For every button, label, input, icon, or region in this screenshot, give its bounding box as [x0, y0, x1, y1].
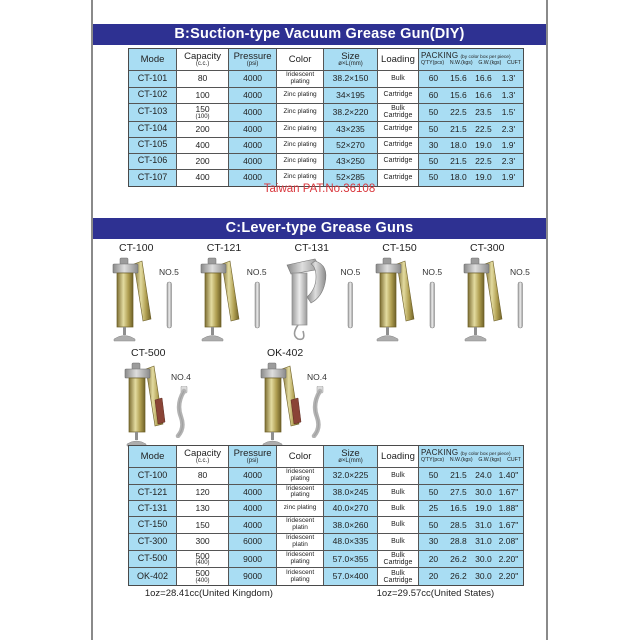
accessory-label: NO.5 — [510, 267, 530, 277]
cell-packing: 20 26.2 30.0 2.20" — [419, 568, 523, 585]
products-grid-row-1 — [99, 242, 546, 348]
packing-subheader: Q'TY(pcs) — [420, 457, 445, 464]
cell-mode: CT-300 — [129, 534, 177, 551]
cell-mode: CT-103 — [129, 104, 177, 122]
cell-capacity: 80 — [177, 468, 229, 485]
product-ct-121 — [193, 242, 277, 348]
cell-packing: 50 22.5 23.5 1.5' — [419, 104, 523, 122]
cell-mode: CT-101 — [129, 71, 177, 88]
grease-gun-illustration — [456, 255, 508, 348]
cell-pressure: 4000 — [229, 154, 277, 170]
cell-color: Zinc plating — [277, 104, 324, 122]
product-label: CT-150 — [382, 242, 417, 254]
cell-color: Zinc plating — [277, 154, 324, 170]
cell-capacity: 150 (100) — [177, 104, 229, 122]
cell-loading: Bulk Cartridge — [378, 104, 419, 122]
cell-capacity: 120 — [177, 485, 229, 502]
column-header-color: Color — [277, 446, 324, 468]
product-ct-150 — [368, 242, 452, 348]
cell-capacity: 500 (400) — [177, 551, 229, 569]
packing-subheader: G.W.(kgs) — [478, 60, 502, 67]
column-header-capacity: Capacity (c.c.) — [177, 49, 229, 71]
product-ct-131 — [281, 242, 365, 348]
column-header-capacity: Capacity (c.c.) — [177, 446, 229, 468]
column-header-pressure: Pressure (psi) — [229, 446, 277, 468]
grease-gun-illustration — [253, 360, 305, 453]
product-label: CT-100 — [119, 242, 154, 254]
cell-color: Zinc plating — [277, 88, 324, 104]
cell-capacity: 200 — [177, 154, 229, 170]
patent-note: Taiwan PAT.No.36108 — [263, 183, 376, 195]
packing-subheader: N.W.(kgs) — [449, 457, 473, 464]
cell-packing: 60 15.6 16.6 1.3' — [419, 71, 523, 88]
cell-pressure: 4000 — [229, 71, 277, 88]
cell-loading: Cartridge — [378, 138, 419, 154]
cell-color: zinc plating — [277, 501, 324, 517]
cell-size: 38.2×150 — [324, 71, 378, 88]
grease-gun-illustration — [117, 360, 169, 453]
section-b-title: B:Suction-type Vacuum Grease Gun(DIY) — [174, 26, 465, 42]
cell-packing: 60 15.6 16.6 1.3' — [419, 88, 523, 104]
cell-loading: Bulk — [378, 485, 419, 502]
rod-illustration — [515, 281, 525, 334]
cell-color: Iridescent plating — [277, 468, 324, 485]
table-row — [129, 71, 523, 88]
cell-color: Iridescent plating — [277, 568, 324, 585]
cell-pressure: 6000 — [229, 534, 277, 551]
grease-gun-illustration — [368, 255, 420, 348]
packing-subheader: CUFT — [507, 457, 521, 464]
cell-capacity: 500 (400) — [177, 568, 229, 585]
column-header-mode: Mode — [129, 446, 177, 468]
packing-subheader: G.W.(kgs) — [478, 457, 502, 464]
column-header-packing: PACKING (by color box per piece) Q'TY(pcs) N.W.(kgs) G.W.(kgs) CUFT — [419, 49, 523, 71]
column-header-packing: PACKING (by color box per piece) Q'TY(pcs) N.W.(kgs) G.W.(kgs) CUFT — [419, 446, 523, 468]
cell-capacity: 100 — [177, 88, 229, 104]
cell-mode: CT-150 — [129, 517, 177, 534]
cell-mode: CT-106 — [129, 154, 177, 170]
cell-packing: 50 21.5 22.5 2.3' — [419, 154, 523, 170]
rod-illustration — [345, 281, 355, 334]
product-ct-100 — [105, 242, 189, 348]
column-header-color: Color — [277, 49, 324, 71]
cell-packing: 30 18.0 19.0 1.9' — [419, 138, 523, 154]
product-label: CT-131 — [294, 242, 329, 254]
cell-capacity: 300 — [177, 534, 229, 551]
cell-size: 57.0×400 — [324, 568, 378, 585]
grease-gun-illustration — [193, 255, 245, 348]
product-ok-402 — [253, 347, 337, 453]
product-label: CT-500 — [131, 347, 166, 359]
cell-mode: CT-104 — [129, 122, 177, 138]
cell-loading: Cartridge — [378, 170, 419, 186]
cell-pressure: 4000 — [229, 468, 277, 485]
cell-color: Iridescent plating — [277, 551, 324, 569]
table-row — [129, 138, 523, 154]
cell-color: Iridescent platin — [277, 534, 324, 551]
cell-packing: 25 16.5 19.0 1.88" — [419, 501, 523, 517]
cell-packing: 50 27.5 30.0 1.67" — [419, 485, 523, 502]
cell-mode: CT-121 — [129, 485, 177, 502]
cell-size: 57.0×355 — [324, 551, 378, 569]
cell-mode: CT-131 — [129, 501, 177, 517]
cell-pressure: 4000 — [229, 517, 277, 534]
table-row — [129, 517, 523, 534]
cell-capacity: 400 — [177, 170, 229, 186]
cell-loading: Cartridge — [378, 122, 419, 138]
cell-mode: CT-102 — [129, 88, 177, 104]
cell-mode: CT-105 — [129, 138, 177, 154]
cell-packing: 50 21.5 22.5 2.3' — [419, 122, 523, 138]
products-grid-row-2 — [117, 347, 337, 453]
column-header-size: Size ø×L(mm) — [324, 446, 378, 468]
accessory-label: NO.5 — [246, 267, 267, 277]
cell-color: Iridescent plating — [277, 71, 324, 88]
cell-mode: OK-402 — [129, 568, 177, 585]
cell-loading: Bulk — [378, 534, 419, 551]
cell-mode: CT-100 — [129, 468, 177, 485]
hose-illustration — [308, 386, 326, 443]
cell-size: 38.0×260 — [324, 517, 378, 534]
cell-capacity: 130 — [177, 501, 229, 517]
table-header-row — [129, 49, 523, 71]
cell-pressure: 4000 — [229, 170, 277, 186]
rod-illustration — [164, 281, 174, 334]
table-row — [129, 154, 523, 170]
table-row — [129, 568, 523, 585]
section-c-table — [128, 445, 524, 586]
cell-color: Zinc plating — [277, 170, 324, 186]
cell-size: 40.0×270 — [324, 501, 378, 517]
packing-subheader: N.W.(kgs) — [449, 60, 473, 67]
content-column — [93, 0, 546, 640]
cell-pressure: 4000 — [229, 88, 277, 104]
cell-packing: 50 28.5 31.0 1.67" — [419, 517, 523, 534]
table-row — [129, 104, 523, 122]
accessory-label: NO.5 — [159, 267, 179, 277]
hose-illustration — [172, 386, 190, 443]
cell-loading: Bulk Cartridge — [378, 551, 419, 569]
section-b-header-bar — [93, 24, 546, 45]
cell-pressure: 4000 — [229, 501, 277, 517]
section-c-header-bar — [93, 218, 546, 239]
accessory-label: NO.4 — [307, 372, 327, 382]
product-label: OK-402 — [267, 347, 304, 359]
column-header-mode: Mode — [129, 49, 177, 71]
cell-size: 48.0×335 — [324, 534, 378, 551]
table-row — [129, 88, 523, 104]
column-header-pressure: Pressure (psi) — [229, 49, 277, 71]
cell-color: Zinc plating — [277, 122, 324, 138]
column-header-loading: Loading — [378, 49, 419, 71]
cell-loading: Bulk — [378, 517, 419, 534]
cell-loading: Bulk — [378, 71, 419, 88]
cell-capacity: 150 — [177, 517, 229, 534]
cell-size: 34×195 — [324, 88, 378, 104]
rod-illustration — [252, 281, 262, 334]
product-ct-500 — [117, 347, 201, 453]
accessory-label: NO.5 — [340, 267, 361, 277]
section-b-table — [128, 48, 524, 187]
conversion-uk: 1oz=28.41cc(United Kingdom) — [144, 588, 273, 599]
cell-packing: 30 28.8 31.0 2.08" — [419, 534, 523, 551]
cell-size: 52×270 — [324, 138, 378, 154]
cell-pressure: 9000 — [229, 551, 277, 569]
accessory-label: NO.4 — [171, 372, 191, 382]
cell-size: 38.0×245 — [324, 485, 378, 502]
cell-color: Iridescent plating — [277, 485, 324, 502]
cell-pressure: 4000 — [229, 104, 277, 122]
rod-illustration — [427, 281, 437, 334]
cell-loading: Bulk — [378, 501, 419, 517]
cell-size: 52×285 — [324, 170, 378, 186]
cell-pressure: 9000 — [229, 568, 277, 585]
packing-subheaders — [421, 458, 521, 463]
cell-pressure: 4000 — [229, 122, 277, 138]
conversion-us: 1oz=29.57cc(United States) — [376, 588, 495, 599]
table-row — [129, 468, 523, 485]
accessory-label: NO.5 — [422, 267, 443, 277]
product-label: CT-300 — [470, 242, 505, 254]
cell-color: Zinc plating — [277, 138, 324, 154]
cell-color: Iridescent platin — [277, 517, 324, 534]
packing-subheaders — [421, 61, 521, 66]
product-ct-300 — [456, 242, 540, 348]
table-row — [129, 485, 523, 502]
packing-subheader: Q'TY(pcs) — [420, 60, 445, 67]
cell-capacity: 80 — [177, 71, 229, 88]
table-row — [129, 534, 523, 551]
product-label: CT-121 — [206, 242, 242, 254]
cell-packing: 50 18.0 19.0 1.9' — [419, 170, 523, 186]
cell-packing: 20 26.2 30.0 2.20" — [419, 551, 523, 569]
table-row — [129, 551, 523, 569]
cell-size: 32.0×225 — [324, 468, 378, 485]
column-header-loading: Loading — [378, 446, 419, 468]
cell-size: 43×235 — [324, 122, 378, 138]
cell-loading: Cartridge — [378, 154, 419, 170]
cell-pressure: 4000 — [229, 485, 277, 502]
cell-capacity: 400 — [177, 138, 229, 154]
cell-loading: Bulk Cartridge — [378, 568, 419, 585]
column-header-size: Size ø×L(mm) — [324, 49, 378, 71]
table-row — [129, 122, 523, 138]
cell-size: 38.2×220 — [324, 104, 378, 122]
grease-gun-illustration — [105, 255, 157, 348]
cell-capacity: 200 — [177, 122, 229, 138]
footer-conversions — [93, 588, 546, 599]
cell-loading: Bulk — [378, 468, 419, 485]
grease-gun-illustration — [281, 255, 339, 348]
packing-subheader: CUFT — [507, 60, 521, 67]
table-row — [129, 501, 523, 517]
cell-size: 43×250 — [324, 154, 378, 170]
right-border-line — [546, 0, 548, 640]
section-c-title: C:Lever-type Grease Guns — [225, 220, 414, 236]
table-header-row — [129, 446, 523, 468]
cell-pressure: 4000 — [229, 138, 277, 154]
cell-loading: Cartridge — [378, 88, 419, 104]
cell-packing: 50 21.5 24.0 1.40" — [419, 468, 523, 485]
cell-mode: CT-107 — [129, 170, 177, 186]
cell-mode: CT-500 — [129, 551, 177, 569]
